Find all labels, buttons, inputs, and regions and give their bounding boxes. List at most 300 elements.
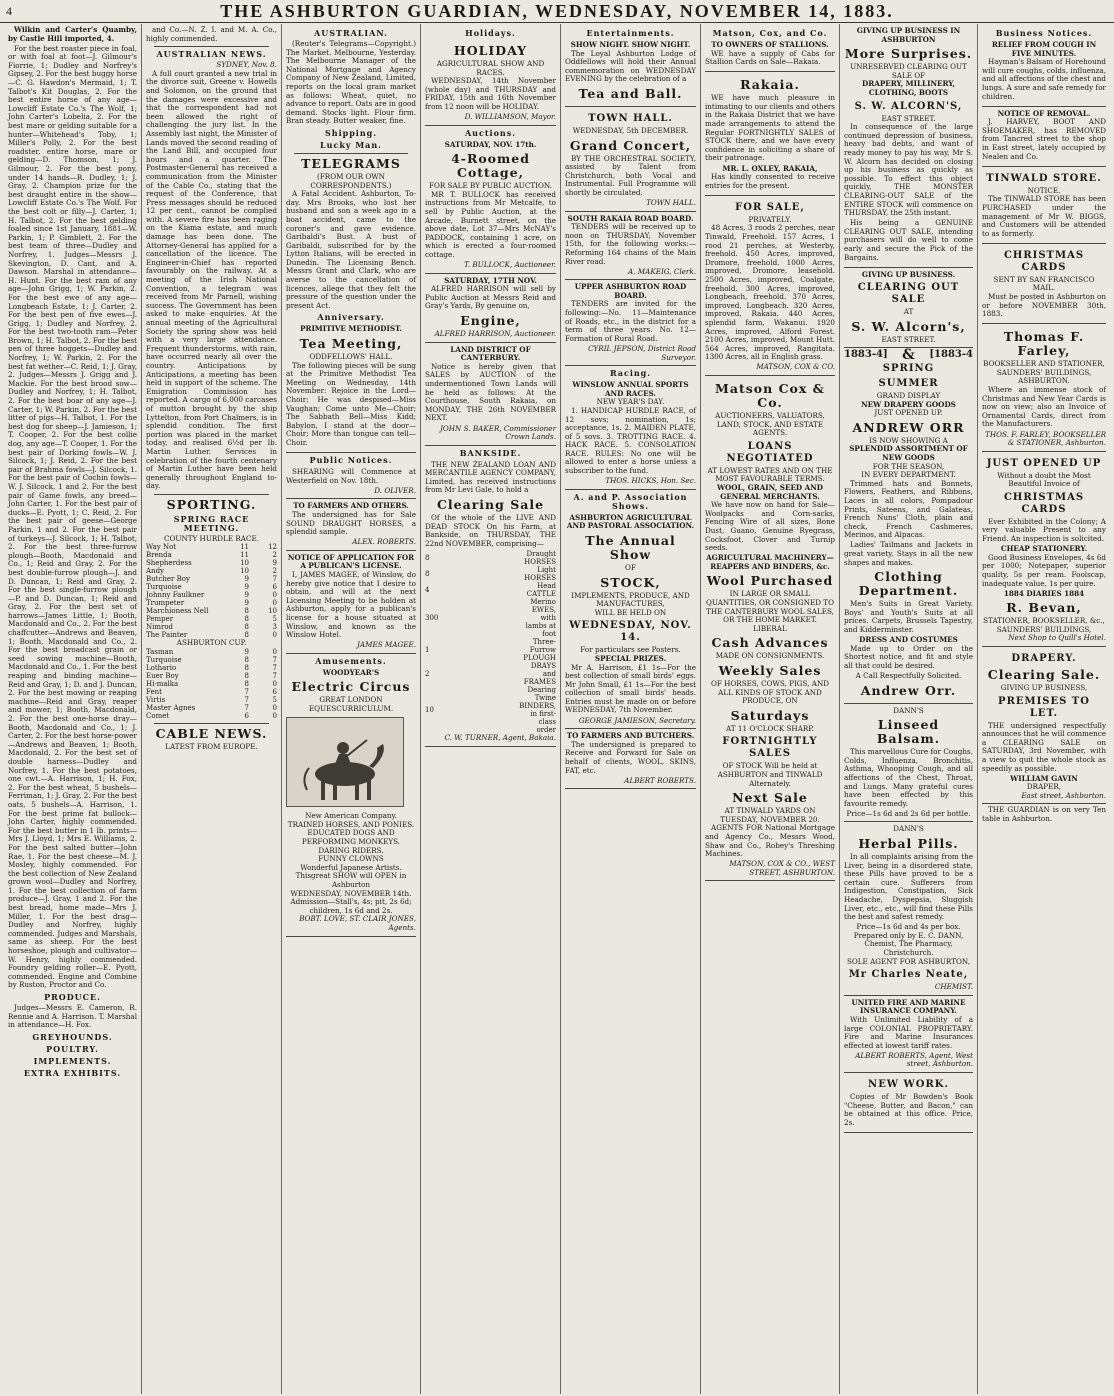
ad-dann2: DANN'S: [893, 824, 924, 834]
col4-section-auctions: Auctions.: [464, 127, 517, 138]
weight-row: [146, 551, 277, 559]
ad-annual-held: WILL BE HELD ON: [594, 607, 667, 617]
ad-season: FOR THE SEASON,: [872, 461, 945, 471]
table-cell-label: Johnny Faulkner: [146, 591, 205, 600]
ad-agent: SOLE AGENT FOR ASHBURTON,: [846, 956, 971, 966]
table-cell-label: Fent: [146, 688, 162, 697]
table-cell-label: 300: [425, 613, 439, 622]
col5-section-aandp: A. and P. Association Shows.: [573, 491, 688, 511]
table-cell-label: Nimrod: [146, 623, 174, 632]
ad-united-sig: ALBERT ROBERTS, Agent, West street, Ashburton.: [855, 1050, 973, 1069]
circus-line: WEDNESDAY, NOVEMBER 14th.: [290, 888, 412, 898]
ad-alcorn2: S. W. Alcorn's,: [851, 318, 966, 334]
ad-shearing: [286, 467, 416, 499]
col3-section-australian: AUSTRALIAN.: [314, 28, 388, 38]
table-cell-value: 6: [244, 712, 249, 721]
ad-upper-ashburton: [565, 282, 696, 366]
ad-dann: DANN'S: [893, 705, 924, 715]
ad-show-body: The Loyal Ashburton Lodge of Oddfellows will hold their Annual commemoration on WEDNESDAY EVENING by the celebration of a: [565, 48, 696, 84]
ad-summer: SUMMER: [878, 378, 939, 390]
table-cell-label: 8: [425, 569, 430, 578]
weight-row: [146, 672, 277, 680]
column-7: [840, 24, 978, 1394]
ad-circus-lines: [286, 812, 416, 898]
ad-fortnightly: FORTNIGHTLY SALES: [722, 736, 818, 760]
ad-farley-sig: THOS. F. FARLEY, BOOKSELLER & STATIONER, Ashburton.: [985, 429, 1106, 448]
ad-rakaia-road-body: TENDERS will be received up to noon on THURSDAY, November 15th, for the following works:—Reforming 164 chains of the Main River road.: [565, 222, 696, 266]
ad-farmers-title: TO FARMERS AND OTHERS.: [293, 501, 409, 511]
ad-winslow-title: WINSLOW ANNUAL SPORTS AND RACES.: [572, 380, 689, 398]
ad-holiday-sub: AGRICULTURAL SHOW AND RACES.: [436, 59, 545, 77]
weight-row: [146, 648, 277, 656]
col3-body1: (Reuter's Telegrams—Copyright.) The Market. Melbourne, Yesterday. The Melbourne Manager of the National Mortgage and Agency Company of New Zealand, Limited, reports on the local grain market as follows: Wheat, quiet, no advance to report. Oats are in good demand. Stocks light. Flour firm. Bran steady. Butter weaker, fine.: [286, 39, 416, 126]
ad-orr-sig: Andrew Orr.: [860, 682, 957, 698]
ad-stallions-title: TO OWNERS OF STALLIONS.: [711, 40, 829, 49]
ad-next-sale-sig: MATSON, COX & CO., WEST STREET, ASHBURTON.: [729, 859, 835, 877]
weight-row: [146, 664, 277, 672]
table-cell-label: Butcher Boy: [146, 575, 190, 584]
ad-forsale-sig: MATSON, COX & CO.: [756, 362, 835, 372]
ad-annual-implements: IMPLEMENTS, PRODUCE, AND MANUFACTURES,: [571, 590, 690, 609]
table-cell-value: 0: [272, 599, 277, 608]
ad-clearing-sig: C. W. TURNER, Agent, Bakaia.: [444, 732, 556, 742]
ad-just: JUST OPENED UP.: [874, 408, 943, 418]
ad-splendid: SPLENDID ASSORTMENT OF NEW GOODS: [849, 444, 968, 462]
weight-row: [146, 543, 277, 551]
ad-circus-sig: BOBT. LOVE, ST. CLAIR JONES, Agents.: [299, 914, 416, 932]
col1-heading-produce: PRODUCE.: [44, 992, 101, 1002]
weight-row: [146, 583, 277, 591]
table-cell-value: 8: [244, 615, 249, 624]
ad-loans: LOANS NEGOTIATED: [726, 440, 814, 464]
ad-engine-date: SATURDAY, 17TH NOV.: [444, 275, 537, 285]
ad-winslow-sig: THOS. HICKS, Hon. Sec.: [605, 476, 696, 486]
table-cell-label: Master Agnes: [146, 704, 196, 713]
ad-clearing-bankside: [425, 460, 556, 747]
ad-clearing: UNRESERVED CLEARING OUT SALE OF: [850, 62, 967, 80]
col4-section-bankside: BANKSIDE.: [459, 447, 522, 458]
table-cell-value: 9: [244, 591, 249, 600]
ad-saturdays: Saturdays: [730, 707, 810, 723]
weight-row: [146, 680, 277, 688]
ad-orr: [844, 347, 973, 703]
ad-shearing-sig: D. OLIVER.: [374, 485, 416, 495]
table-cell-value: Draught HORSES: [524, 549, 556, 566]
ad-tea-meeting: Tea Meeting,: [299, 336, 403, 352]
ad-cheap-body: Good Business Envelopes, 4s 6d per 1000; Notepaper, superior quality, 5s per ream. Foolscap, inadequate value, 1s per quire.: [982, 552, 1106, 588]
ad-balsam-title: Linseed Balsam.: [876, 717, 941, 747]
col5-section-entertainments: Entertainments.: [586, 28, 675, 38]
table-cell-value: 9: [244, 648, 249, 657]
table-cell-value: 0: [272, 648, 277, 657]
ad-circus-title: Electric Circus: [291, 679, 411, 695]
ad-wool-purchased: Wool Purchased: [706, 573, 834, 589]
col2-subhead-cup: ASHBURTON CUP.: [176, 638, 247, 648]
column-6: [701, 24, 840, 1394]
clearing-item-row: [425, 638, 556, 662]
table-cell-label: Virtis: [146, 696, 166, 705]
ad-tinwald: [982, 169, 1106, 244]
col1-body: For the best roaster piece in foal, or with foal at foot—J. Gilmour's Fiorrie, 1; Dudley and Norfrey's Gipsey, 2. For the best buggy horse—C. G. Hawdon's Mermaid, 1; T. Talbot's Kit Douglas, 2. For the best entire horse of any age—Lowcliff Estate Co.'s The Wolf, 1; John Carter's Lobelia, 2. For the best mare or gelding suitable for a hunter—Whitehead's Toby, 1; Miller's Polly, 2. For the best roadster, entire horse, mare or gelding—D. Thomson, 1; J. Gilmour, 2. For the best pony, under 14 hands—R. Dudley, 1; J. Gray, 2. Champion prize for the best draught entire in the show—Lowcliff Estate Co.'s The Wolf. For the best colt or filly—J. Carter, 1; H. Talbot, 2. For the best gelding foaled since 1st January, 1881—W. Parkin, 1; P. Gimblett, 2. For the best team of three—Dudley and Norfrey, 1. Judges—Messrs J. Skevington, D. Cant, and A. Dawson. Marshal in attendance—H. Hunt. For the best ram of any age—John Grigg, 1; W. Parkin, 2. For the best ewe of any age—Longbeach Estate, 1; J. Carter, 2. For the best pen of five ewes—J. Grigg, 1; Dudley and Norfrey, 2. For the best two-tooth ram—Peter Brown, 1; H. Talbot, 2. For the best pen of three hoggets—Dudley and Norfrey, 1; W. Parkin, 2. For the best fat wether—C. Reid, 1; J. Gray, 2. Judges—Messrs J. Grigg and J. Mackie. For the best brood sow—Dudley and Norfrey, 1; H. Talbot, 2. For the best boar of any age—J. Carter, 1; W. Parkin, 2. For the best litter of pigs—H. Talbot, 1. For the best dog for sheep—J. Jamieson, 1; T. Cooper, 2. For the best collie dog, any age—T. Cooper, 1. For the best pair of Dorking fowls—W. J. Silcock, 1; J. Reid, 2. For the best pair of Brahma fowls—J. Silcock, 1. For the best pair of Cochin fowls—W. J. Silcock, 1 and 2. For the best pair of Game fowls, any breed—John Carter, 1. For the best pair of ducks—E. Pyott, 1; C. Reid, 2. For the best pair of geese—George Parkin, 1 and 2. For the best pair of turkeys—J. Silcock, 1; H. Talbot, 2. For the best three-furrow plough—Booth, Macdonald and Co., 1; Reid and Gray, 2. For the best double-furrow plough—J. and D. Duncan, 1; Reid and Gray, 2. For the best single-furrow plough—P. and D. Duncan, 1; Reid and Gray, 2. For the best set of harrows—James Little, 1; Booth, Macdonald and Co., 2. For the best chaffcutter—Andrews and Beaven, 1; Booth, Macdonald and Co., 2. For the best broadcast grain or seed sowing machine—Booth, Macdonald and Co., 1. For the best reaping and binding machine—Reid and Gray, 1; D. and J. Duncan, 2. For the best mowing or reaping machine—Reid and Gray, reaper and mower, 1; Booth, Macdonald, 2. For the best one-horse dray—Booth, Macdonald and Co., 1; J. Carter, 2. For the best horse-power—Andrews and Beaven, 1; Booth, Macdonald, 2. For the best set of double harness—Dudley and Norfrey, 1. For the best potatoes, one cwt.—A. Harrison, 1; H. Fox, 2. For the best wheat, 5 bushels—Ferriman, 1; J. Gray, 2. For the best oats, 5 bushels—A. Harrison, 1. For the best prime fat bullock—John Carter, highly commended. For the best butter in 1 lb. prints—Mrs J. Lloyd, 1; Mrs E. Williams, 2. For the best salted butter—John Rae, 1. For the best cheese—M. J. Mosley, highly commended. For the best collection of New Zealand grown wool—Dudley and Norfrey, 1. For the best collection of farm produce—J. Gray, 1 and 2. For the best bread, home made—Mrs J. Miller, 1. For the best drag—Dudley and Norfrey, highly commended. Judges and Marshals, same as sheep. For the best horseshoe, plough and cultivator—W. Henry, highly commended. Foundry gelding roller—E. Pyott, commended. Engine and Combine by Ruston, Proctor and Co.: [8, 43, 137, 990]
cup-weights-table: [146, 648, 277, 720]
ad-shearing-text: SHEARING will Commence at Westerfield on Nov. 18th.: [286, 467, 416, 485]
table-cell-value: 0: [272, 591, 277, 600]
ad-removal-body: J. HARVEY, BOOT AND SHOEMAKER, has REMOVED from Tancred street to the shop in East street, lately occupied by Nealen and Co.: [982, 117, 1106, 161]
col2-dateline: SYDNEY, Nov. 8.: [216, 60, 277, 70]
col2-table-title: COUNTY HURDLE RACE.: [164, 533, 259, 543]
ad-rakaia: [705, 74, 835, 196]
table-cell-value: Dearing Twine BINDERS, in first-class order: [519, 685, 557, 734]
ad-new-work-title: NEW WORK.: [868, 1079, 949, 1091]
ad-annual-show-title: The Annual Show: [585, 532, 676, 562]
ad-land-body: Notice is hereby given that SALES by AUCTION of the undermentioned Town Lands will be held as follows: At the Courthouse, South Rakaia, on MONDAY, THE 26th NOVEMBER NEXT.: [425, 361, 556, 423]
column-grid: [4, 24, 1110, 1394]
ad-orr-years: [844, 347, 973, 364]
col6-section-matson: Matson, Cox, and Co.: [712, 28, 828, 38]
ad-neate-sub: CHEMIST.: [934, 982, 973, 992]
table-cell-value: Merino EWES, with lambs at foot: [525, 597, 556, 638]
circus-line: TRAINED HORSES, AND PONIES.: [287, 819, 415, 829]
ad-land: [425, 345, 556, 446]
table-cell-value: Three-Furrow PLOUGH: [523, 637, 556, 662]
weight-row: [146, 559, 277, 567]
table-cell-value: 8: [244, 656, 249, 665]
ad-farley-sub: BOOKSELLER AND STATIONER, SAUNDERS' BUILDINGS, ASHBURTON.: [983, 359, 1105, 386]
ad-show-night-title: SHOW NIGHT. SHOW NIGHT.: [570, 40, 691, 49]
ad-cottage-title: 4-Roomed Cottage,: [451, 151, 530, 181]
ad-licence-title: NOTICE OF APPLICATION FOR A PUBLICAN'S LICENSE.: [287, 552, 415, 571]
ad-town-hall: TOWN HALL.: [588, 112, 673, 124]
ad-balsam-body: This marvellous Cure for Coughs, Colds, Influenza, Bronchitis, Asthma, Whooping Cough, and all affections of the Chest, Throat, and Lungs. Many grateful cures have been effected by this favourite remedy.: [844, 747, 973, 808]
ad-prepared: Prepared only by E. C. DANN, Chemist, The Pharmacy, Christchurch.: [853, 930, 964, 958]
ad-circus: [286, 668, 416, 937]
table-cell-label: Tasman: [146, 648, 174, 657]
ad-giving-up: GIVING UP BUSINESS,: [1000, 683, 1088, 692]
table-cell-label: Trumpeter: [146, 599, 185, 608]
table-cell-label: Euer Boy: [146, 672, 179, 681]
ad-new-work: [844, 1075, 973, 1133]
ad-tinwald-notice: NOTICE.: [1027, 185, 1061, 195]
ad-land-title: LAND DISTRICT OF CANTERBURY.: [450, 344, 531, 363]
table-cell-value: 7: [272, 575, 277, 584]
ad-bevan: R. Bevan,: [1006, 600, 1082, 616]
ad-clothing: Clothing Department.: [858, 569, 959, 599]
ad-matson-sub: AUCTIONEERS, VALUATORS, LAND, STOCK, AND ESTATE AGENTS.: [715, 411, 825, 438]
weight-row: [146, 567, 277, 575]
ad-united: [844, 998, 973, 1073]
column-2: [142, 24, 282, 1394]
table-cell-label: Brenda: [146, 551, 172, 560]
masthead: [0, 0, 1114, 23]
weight-row: [146, 688, 277, 696]
table-cell-value: 8: [244, 664, 249, 673]
table-cell-value: 11: [240, 551, 249, 560]
ad-machinery: AGRICULTURAL MACHINERY—REAPERS AND BINDERS, &c.: [706, 553, 834, 571]
ad-weekly: Weekly Sales: [718, 662, 822, 678]
ad-next-sale-sub: AT TINWALD YARDS ON TUESDAY, NOVEMBER 20.: [720, 806, 820, 824]
ad-drapery: DRAPERY, MILLINERY, CLOTHING, BOOTS: [862, 79, 955, 97]
ad-giving: GIVING UP BUSINESS IN ASHBURTON: [856, 26, 961, 44]
ad-engine-body: ALFRED HARRISON will sell by Public Auction at Messrs Reid and Gray's Yards, By genuine on,: [425, 284, 556, 311]
ad-farmers2-sig: ALBERT ROBERTS.: [624, 775, 696, 785]
ad-year-left: 1883-4]: [844, 349, 888, 361]
table-cell-value: 12: [268, 543, 277, 552]
table-cell-label: Marchioness Nell: [146, 607, 209, 616]
ad-pills-body: In all complaints arising from the Liver, being in a disordered state, these Pills have proved to be a certain cure. Sufferers from Indigestion, Constipation, Sick Headache, Dyspepsia, Sluggish Liver, etc., etc., will find these Pills the best and safest remedy.: [844, 852, 973, 922]
ad-concert: [565, 109, 696, 212]
ad-clearing-title: Clearing Sale: [436, 497, 545, 513]
ad-stallions: [705, 40, 835, 72]
table-cell-label: Shepherdess: [146, 559, 192, 568]
ad-balsam-price: Price—1s 6d and 2s 6d per bottle.: [846, 808, 971, 818]
table-cell-value: 7: [244, 704, 249, 713]
weight-row: [146, 696, 277, 704]
ad-loans-body: AT LOWEST RATES AND ON THE MOST FAVOURABLE TERMS.: [707, 465, 833, 484]
table-cell-label: 10: [425, 705, 434, 714]
ad-cash: Cash Advances: [711, 635, 829, 651]
col5-section-racing: Racing.: [609, 368, 652, 379]
table-cell-label: Turquoise: [146, 656, 182, 665]
ad-dress-body: Made up to Order on the Shortest notice, and fit and style all that could be desired.: [844, 643, 973, 670]
ad-upper-body: TENDERS are invited for the following:—No. 11—Maintenance of Roads, etc., in the district for a term of three years. No. 12—Formation of Rural Road.: [565, 299, 696, 343]
table-cell-value: 10: [240, 559, 249, 568]
ad-farley: [982, 326, 1106, 451]
clearing-item-row: [425, 598, 556, 638]
ad-circus-admission: Admission—Stall's, 4s; pit, 2s 6d; children, 1s 6d and 2s.: [290, 897, 412, 915]
ad-just-opened-title: JUST OPENED UP: [986, 457, 1102, 469]
col2-subhead-spring: SPRING RACE MEETING.: [173, 513, 250, 533]
ad-united-title: UNITED FIRE AND MARINE INSURANCE COMPANY.: [851, 997, 966, 1016]
weight-row: [146, 656, 277, 664]
ad-cottage-body: MR T. BULLOCK has received instructions from Mr Metcalfe, to sell by Public Auction, at the Arcade, Burnett street, on the above date, Lot 37—Mrs McNAY's PADDOCK, containing 1 acre, on which is erected a four-roomed cottage.: [425, 189, 556, 259]
ad-special-sig: GEORGE JAMIESON, Secretary.: [578, 715, 696, 725]
col4-section-holidays: Holidays.: [465, 28, 516, 38]
table-cell-value: 7: [272, 664, 277, 673]
table-cell-value: 8: [244, 680, 249, 689]
ad-pills-title: Herbal Pills.: [858, 836, 959, 851]
ad-annual-of: OF: [625, 562, 636, 572]
clearing-item-row: [425, 686, 556, 734]
ad-amp: &: [902, 347, 915, 364]
ad-holiday-sig: D. WILLIAMSON, Mayor.: [464, 112, 556, 122]
col3-subhead-lucky: Lucky Man.: [320, 139, 382, 150]
ad-alcorn-body2: His being a GENUINE CLEARING OUT SALE, intending purchasers will do well to come early and secure the Pick of the Bargains.: [844, 218, 973, 262]
ad-upper-title: UPPER ASHBURTON ROAD BOARD.: [574, 282, 687, 300]
ad-alcorn-sub: EAST STREET.: [881, 113, 936, 123]
table-cell-label: Pemper: [146, 615, 174, 624]
ad-bevan-sig: Next Shop to Quill's Hotel.: [1008, 633, 1106, 643]
masthead-title: THE ASHBURTON GUARDIAN, WEDNESDAY, NOVEMBER 14, 1883.: [220, 0, 894, 21]
ad-dress: DRESS AND COSTUMES: [859, 635, 958, 645]
ad-nzloan: THE NEW ZEALAND LOAN AND MERCANTILE AGENCY COMPANY, Limited, has received instructions from Mr Levi Gale, to hold a: [425, 459, 556, 495]
table-cell-label: Hi-malka: [146, 680, 179, 689]
table-cell-value: DRAYS and FRAMES: [523, 661, 556, 686]
ad-every: IN EVERY DEPARTMENT.: [861, 470, 956, 480]
table-cell-value: 10: [240, 567, 249, 576]
table-cell-value: 0: [272, 680, 277, 689]
col3-section-telegrams: TELEGRAMS: [301, 155, 401, 171]
ad-farley-body: Where an immense stock of Christmas and New Year Cards is now on view; also an Invoice of Ornamental Cards, direct from the Manufacturers.: [982, 385, 1106, 429]
col2-cable-sub: LATEST FROM EUROPE.: [165, 742, 258, 752]
ad-special-body: Mr A. Harrison, £1 1s—For the best collection of small birds' eggs. Mr John Small, £1 1s—For the best collection of small birds' heads. Entries must be made on or before WEDNESDAY, 7th November.: [565, 662, 696, 715]
ad-spring: SPRING: [882, 363, 935, 375]
ad-farley-title: Thomas F. Farley,: [1003, 329, 1085, 359]
ad-just-opened: [982, 454, 1106, 647]
ad-fortnightly-sub: OF STOCK Will be held at ASHBURTON and TINWALD Alternately.: [717, 761, 823, 788]
clearing-items-table: [425, 550, 556, 734]
ad-more: More Surprises.: [844, 46, 973, 62]
ad-clearing-at: AT: [903, 307, 914, 317]
ad-east: EAST STREET.: [881, 334, 936, 344]
table-cell-value: Light HORSES: [524, 565, 556, 582]
circus-line: EDUCATED DOGS AND PERFORMING MONKEYS.: [301, 828, 401, 846]
weight-row: [146, 712, 277, 720]
table-cell-label: Way Not: [146, 543, 177, 552]
column-4: [421, 24, 561, 1394]
table-cell-label: 4: [425, 585, 430, 594]
ad-rakaia-road-sig: A. MAKEIG, Clerk.: [628, 266, 696, 276]
ad-tea-venue: ODDFELLOWS' HALL.: [309, 352, 393, 362]
ad-alcorn-name: S. W. ALCORN'S,: [854, 100, 963, 112]
table-cell-value: 2: [272, 567, 277, 576]
ad-tea-ball: Tea and Ball.: [578, 85, 683, 101]
circus-line: Thisgreat SHOW will OPEN in Ashburton: [295, 871, 407, 889]
col1-judges-line: Judges—Messrs E. Cameron, R. Rennie and A. Harrison. T. Marshal in attendance—H. Fox.: [8, 1003, 137, 1030]
ad-methodist-tea: [286, 324, 416, 453]
ad-oxley: MR. L. OXLEY, RAKAIA,: [722, 163, 818, 173]
clearing-item-row: [425, 582, 556, 598]
ad-grand: GRAND DISPLAY: [876, 391, 941, 401]
circus-line: DARING RIDERS.: [318, 845, 384, 855]
ad-annual-stock: STOCK,: [600, 574, 661, 590]
ad-orr-body: Trimmed hats and Bonnets, Flowers, Feathers, and Ribbons, Laces in all colors, Pompadour Prints, Sateens, and Galateas, French Nuns' Cloth, plain and check, French Cashmeres, Merinos, and Alpacas.: [844, 478, 973, 540]
circus-horse-rider-engraving: [286, 717, 404, 807]
ad-drapery2: DRAPERY.: [1011, 653, 1077, 664]
table-cell-label: 1: [425, 645, 430, 654]
table-cell-value: 8: [244, 623, 249, 632]
ad-engine-sig: ALFRED HARRISON, Auctioneer.: [434, 329, 556, 339]
ad-cards-body: Ever Exhibited in the Colony; A very valuable Present to any Friend. An inspection is solicited.: [982, 516, 1106, 544]
ad-holiday-title: HOLIDAY: [453, 43, 528, 58]
column-3: [282, 24, 421, 1394]
ad-orr-body2: Ladies' Tailmans and Jackets in great variety, Stays in all the new shapes and makes.: [844, 540, 973, 567]
col1-heading-greyhounds: GREYHOUNDS.: [32, 1031, 113, 1042]
ad-clothing-body: Men's Suits in Great Variety. Boys' and Youth's Suits at all prices. Carpets, Brussels Tapestry, and Kidderminster.: [844, 599, 973, 634]
col3-subhead-shipping: Shipping.: [324, 127, 378, 138]
ad-premises: PREMISES TO LET.: [998, 695, 1090, 719]
col8-section-business: Business Notices.: [995, 28, 1093, 38]
ad-licence: [286, 553, 416, 654]
ad-circus-sub: GREAT LONDON EQUESCURRICULUM.: [308, 695, 394, 714]
table-cell-value: 3: [272, 623, 277, 632]
ad-special-prizes: SPECIAL PRIZES.: [594, 653, 667, 663]
ad-relief: [982, 40, 1106, 107]
col2-lead: and Co.—N. Z. I. and M. A. Co., highly commended.: [146, 25, 277, 43]
ad-farmers: [286, 501, 416, 550]
table-cell-value: 2: [272, 551, 277, 560]
ad-rakaia-title: Rakaia.: [740, 77, 800, 93]
ad-next-sale: Next Sale: [732, 790, 808, 806]
ad-alcorn: [844, 26, 973, 268]
table-cell-label: The Painter: [146, 631, 188, 640]
table-cell-value: 11: [240, 543, 249, 552]
table-cell-label: Turquoise: [146, 583, 182, 592]
ad-clearing-body: Of the whole of the LIVE AND DEAD STOCK On his Farm, at Bankside, on THURSDAY, THE 22nd NOVEMBER, comprising—: [425, 513, 556, 548]
ad-stallions-body: WE have a supply of Cabs for Stallion Cards on Sale—Rakaia.: [705, 48, 835, 67]
table-cell-value: 8: [244, 607, 249, 616]
ad-cottage-sub: FOR SALE BY PUBLIC AUCTION.: [428, 181, 552, 191]
table-cell-label: Andy: [146, 567, 164, 576]
table-cell-value: 8: [244, 672, 249, 681]
ad-wool: WOOL, GRAIN, SEED AND GENERAL MERCHANTS.: [716, 482, 824, 501]
ad-united-body: With Unlimited Liability of a large COLONIAL PROPRIETARY. Fire and Marine Insurances effected at lowest tariff rates.: [844, 1015, 973, 1050]
ad-annual-show: [565, 513, 696, 729]
col1-heading-implements: IMPLEMENTS.: [33, 1055, 112, 1066]
ad-gavin-name: WILLIAM GAVIN: [1010, 773, 1078, 783]
ad-gavin-sig: East street, Ashburton.: [1021, 790, 1106, 800]
ad-winslow: [565, 380, 696, 490]
table-cell-value: 0: [272, 712, 277, 721]
table-cell-value: 6: [272, 688, 277, 697]
ad-neate: Mr Charles Neate,: [848, 969, 969, 981]
table-cell-value: 10: [268, 607, 277, 616]
ad-engine-title: Engine,: [460, 313, 521, 329]
ad-premises-body: THE undersigned respectfully announces that he will commence a CLEARING SALE on SATURDAY, 3rd November, with a view to quit the whole stock as speedily as possible.: [982, 720, 1107, 773]
ad-saturdays-sub: AT 11 O'CLOCK SHARP.: [726, 723, 814, 733]
table-cell-value: 7: [244, 696, 249, 705]
ad-new-work-body: Copies of Mr Bowden's Book "Cheese, Butter, and Bacon," can be obtained at this office. Price, 2s.: [844, 1092, 973, 1127]
column-8: [978, 24, 1110, 1394]
ad-gavin-sub: DRAPER,: [1026, 782, 1062, 792]
ad-farmers2-title: TO FARMERS AND BUTCHERS.: [566, 731, 695, 741]
ad-licence-sig: JAMES MAGEE.: [357, 640, 416, 650]
weight-row: [146, 704, 277, 712]
ad-cottage-date: SATURDAY, NOV. 17th.: [444, 139, 537, 149]
clearing-item-row: [425, 550, 556, 566]
col3-body2: A Fatal Accident. Ashburton, To-day. Mrs Brooks, who lost her husband and son a week ago in a boat accident, came to the coroner's and gave evidence. Garibaldi's Bust. A bust of Garibaldi, subscribed for by the Lytton Italians, will be erected in Dunedin. The Licensing Bench. Messrs Grant and Clark, who are averse to the cancellation of licences, allege that they felt the pressure of the question under the present Act.: [286, 189, 416, 310]
table-cell-value: 6: [272, 583, 277, 592]
clearing-item-row: [425, 566, 556, 582]
ad-farmers-sig: ALEX. ROBERTS.: [352, 537, 416, 547]
circus-line: Wonderful Japanese Artists.: [300, 862, 402, 872]
ad-matson-big: Matson Cox & Co.: [715, 381, 825, 410]
ad-year-right: [1883-4: [929, 349, 973, 361]
ad-rakaia-road: [565, 214, 696, 281]
ad-giving2: GIVING UP BUSINESS.: [861, 269, 956, 279]
table-cell-value: 7: [244, 688, 249, 697]
ad-wool-body: We have now on hand for Sale—Woolpacks and Corn-sacks, Fencing Wire of all sizes, Bone Dust, Guano, Genuine Ryegrass, Cocksfoot, Clover and Turnip seeds.: [705, 500, 835, 553]
weight-row: [146, 575, 277, 583]
col2-section-cable: CABLE NEWS.: [155, 726, 268, 742]
table-cell-value: 5: [272, 696, 277, 705]
ad-holiday: [425, 40, 556, 126]
ad-annual-posters: For particulars see Posters.: [580, 645, 681, 655]
hurdle-weights-table: [146, 543, 277, 639]
table-cell-value: 0: [272, 704, 277, 713]
weight-row: [146, 615, 277, 623]
ad-diaries: 1884 DIARIES 1884: [1003, 588, 1085, 598]
weight-row: [146, 599, 277, 607]
ad-farmers-butchers: [565, 731, 696, 789]
table-cell-value: 9: [272, 559, 277, 568]
col2-section-sporting: SPORTING.: [166, 496, 257, 512]
ad-cheap: CHEAP STATIONERY.: [1000, 544, 1088, 554]
col1-heading-poultry: POULTRY.: [46, 1043, 99, 1054]
page-folio: 4: [6, 3, 12, 18]
ad-clearing-out: CLEARING OUT SALE: [857, 282, 960, 306]
ad-gavin: [982, 649, 1106, 804]
ad-annual-date: WEDNESDAY, NOV. 14.: [569, 620, 692, 644]
